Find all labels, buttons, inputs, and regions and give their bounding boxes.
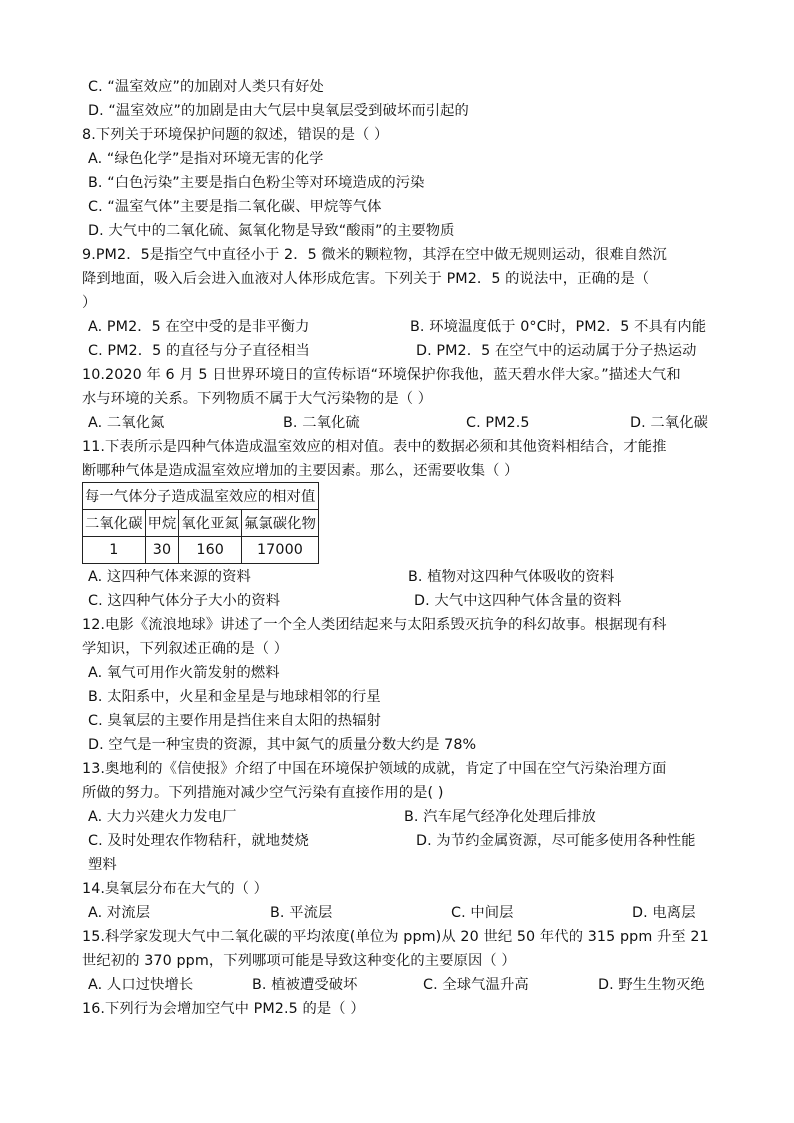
- q10-stem-line1: 10.2020 年 6 月 5 日世界环境日的宣传标语“环境保护你我他，蓝天碧水伴大家。”描述大气和: [82, 367, 681, 383]
- q15-stem-line1: 15.科学家发现大气中二氧化碳的平均浓度(单位为 ppm)从 20 世纪 50 年代的 315 ppm 升至 21: [82, 929, 709, 945]
- q10-option-d: D. 二氧化碳: [630, 415, 708, 431]
- q7-option-d: D. “温室效应”的加剧是由大气层中臭氧层受到破坏而引起的: [88, 103, 469, 119]
- q12-option-c: C. 臭氧层的主要作用是挡住来自太阳的热辐射: [88, 713, 381, 729]
- q8-option-c: C. “温室气体”主要是指二氧化碳、甲烷等气体: [88, 199, 382, 215]
- q8-stem: 8.下列关于环境保护问题的叙述，错误的是（ ）: [82, 127, 389, 143]
- q9-stem-line1: 9.PM2．5是指空气中直径小于 2．5 微米的颗粒物，其浮在空中做无规则运动，很难自然沉: [82, 247, 667, 263]
- q10-option-b: B. 二氧化硫: [283, 415, 360, 431]
- q14-option-c: C. 中间层: [451, 905, 514, 921]
- greenhouse-relative-value-table: [82, 482, 319, 564]
- q13-stem-line2: 所做的努力。下列措施对减少空气污染有直接作用的是( ): [82, 785, 444, 801]
- q10-option-a: A. 二氧化氮: [88, 415, 165, 431]
- q15-option-d: D. 野生生物灭绝: [598, 977, 705, 993]
- q15-option-c: C. 全球气温升高: [423, 977, 529, 993]
- q14-stem: 14.臭氧层分布在大气的（ ）: [82, 881, 269, 897]
- q9-stem-line3: ）: [82, 295, 97, 311]
- q13-option-d-line2: 塑料: [88, 857, 117, 873]
- table-value-row: [83, 537, 319, 564]
- q11-option-b: B. 植物对这四种气体吸收的资料: [408, 569, 615, 585]
- q11-stem-line1: 11.下表所示是四种气体造成温室效应的相对值。表中的数据必须和其他资料相结合，才能推: [82, 439, 667, 455]
- q9-stem-line2: 降到地面，吸入后会进入血液对人体形成危害。下列关于 PM2．5 的说法中，正确的是（: [82, 271, 650, 287]
- q12-option-a: A. 氧气可用作火箭发射的燃料: [88, 665, 280, 681]
- q15-option-b: B. 植被遭受破坏: [252, 977, 358, 993]
- q16-stem: 16.下列行为会增加空气中 PM2.5 的是（ ）: [82, 1001, 365, 1017]
- table-header-cfc: 氟氯碳化物: [241, 510, 318, 537]
- q12-stem-line2: 学知识，下列叙述正确的是（ ）: [82, 641, 289, 657]
- q12-option-b: B. 太阳系中，火星和金星是与地球相邻的行星: [88, 689, 381, 705]
- table-header-row: [83, 510, 319, 537]
- table-value-methane: 30: [145, 537, 179, 564]
- q13-option-a: A. 大力兴建火力发电厂: [88, 809, 237, 825]
- q12-option-d: D. 空气是一种宝贵的资源，其中氮气的质量分数大约是 78%: [88, 737, 477, 753]
- q13-option-b: B. 汽车尾气经净化处理后排放: [404, 809, 596, 825]
- q12-stem-line1: 12.电影《流浪地球》讲述了一个全人类团结起来与太阳系毁灭抗争的科幻故事。根据现有科: [82, 617, 667, 633]
- q13-stem-line1: 13.奥地利的《信使报》介绍了中国在环境保护领域的成就，肯定了中国在空气污染治理方面: [82, 761, 667, 777]
- q15-option-a: A. 人口过快增长: [88, 977, 194, 993]
- table-title: 每一气体分子造成温室效应的相对值: [83, 483, 319, 510]
- q13-option-d-line1: D. 为节约金属资源，尽可能多使用各种性能: [416, 833, 696, 849]
- table-value-cfc: 17000: [241, 537, 318, 564]
- q7-option-c: C. “温室效应”的加剧对人类只有好处: [88, 79, 324, 95]
- table-value-n2o: 160: [179, 537, 242, 564]
- q15-stem-line2: 世纪初的 370 ppm，下列哪项可能是导致这种变化的主要原因（ ）: [82, 953, 516, 969]
- table-header-n2o: 氧化亚氮: [179, 510, 242, 537]
- table-header-methane: 甲烷: [145, 510, 179, 537]
- q9-option-d: D. PM2．5 在空气中的运动属于分子热运动: [416, 343, 697, 359]
- q9-option-c: C. PM2．5 的直径与分子直径相当: [88, 343, 310, 359]
- q11-option-a: A. 这四种气体来源的资料: [88, 569, 251, 585]
- q8-option-d: D. 大气中的二氧化硫、氮氧化物是导致“酸雨”的主要物质: [88, 223, 455, 239]
- q8-option-b: B. “白色污染”主要是指白色粉尘等对环境造成的污染: [88, 175, 425, 191]
- table-header-co2: 二氧化碳: [83, 510, 146, 537]
- q10-stem-line2: 水与环境的关系。下列物质不属于大气污染物的是（ ）: [82, 391, 433, 407]
- q9-option-b: B. 环境温度低于 0°C时，PM2．5 不具有内能: [410, 319, 707, 335]
- q11-option-d: D. 大气中这四种气体含量的资料: [414, 593, 622, 609]
- q10-option-c: C. PM2.5: [466, 415, 530, 431]
- q11-option-c: C. 这四种气体分子大小的资料: [88, 593, 281, 609]
- q8-option-a: A. “绿色化学”是指对环境无害的化学: [88, 151, 324, 167]
- q14-option-b: B. 平流层: [270, 905, 333, 921]
- table-value-co2: 1: [83, 537, 146, 564]
- q14-option-d: D. 电离层: [632, 905, 696, 921]
- q11-stem-line2: 断哪种气体是造成温室效应增加的主要因素。那么，还需要收集（ ）: [82, 463, 519, 479]
- q14-option-a: A. 对流层: [88, 905, 151, 921]
- q9-option-a: A. PM2．5 在空中受的是非平衡力: [88, 319, 310, 335]
- q13-option-c: C. 及时处理农作物秸秆，就地焚烧: [88, 833, 309, 849]
